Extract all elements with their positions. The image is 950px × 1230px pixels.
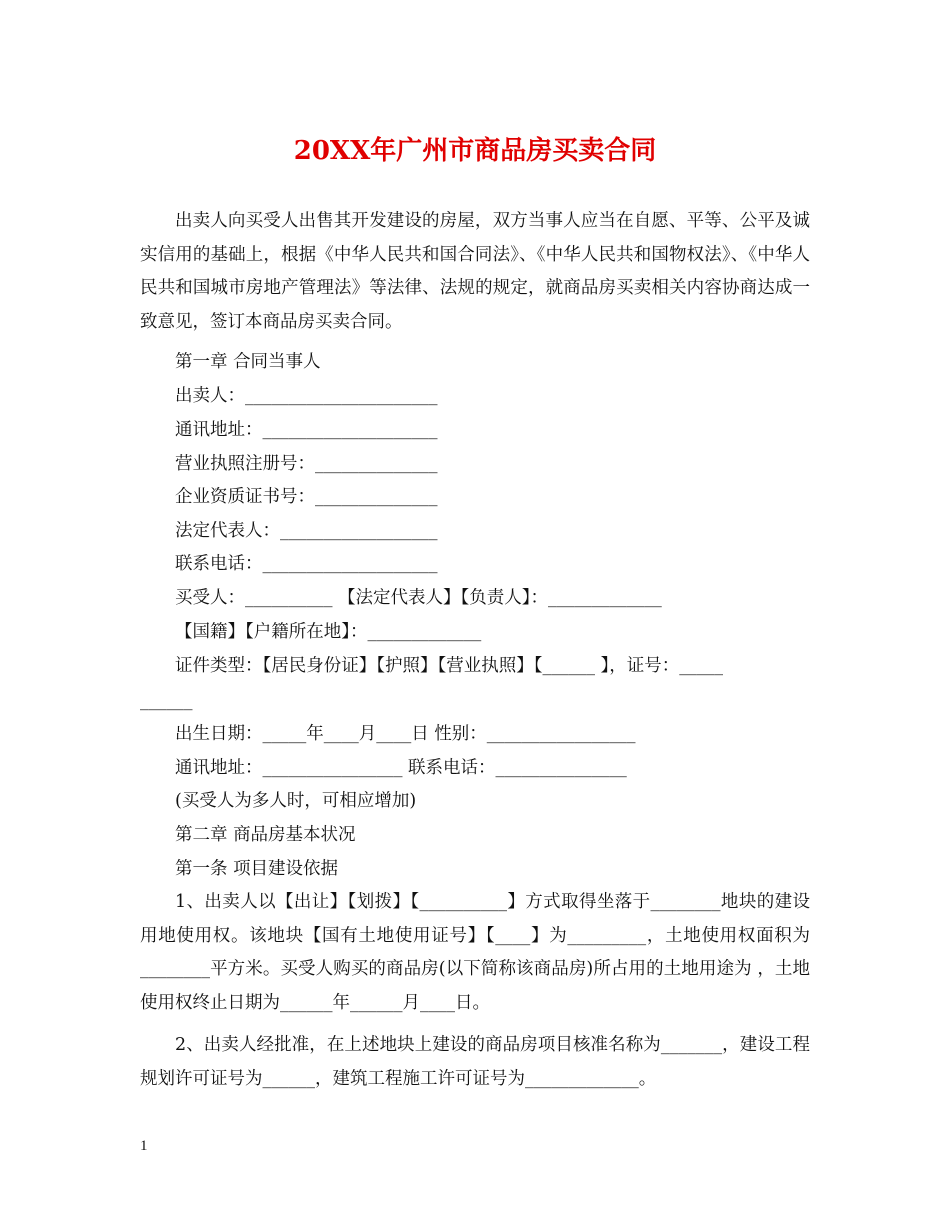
seller-address-field: 通讯地址：____________________ [175,420,438,440]
buyer-field: 买受人：__________ 【法定代表人】【负责人】：_____________ [175,588,662,608]
buyer-address-phone-field: 通讯地址：________________ 联系电话：_______________ [175,758,627,778]
page-number: 1 [140,1138,148,1154]
business-license-field: 营业执照注册号：______________ [175,454,438,474]
chapter-2-heading: 第二章 商品房基本状况 [175,825,356,845]
document-title: 20XX年广州市商品房买卖合同 [293,136,657,166]
id-type-continuation: ______ [140,691,193,711]
article-1-heading: 第一条 项目建设依据 [175,859,339,879]
clause-2-paragraph: 2、出卖人经批准，在上述地块上建设的商品房项目核准名称为_______，建设工程规划许可证号为______，建筑工程施工许可证号为_____________。 [140,1035,810,1089]
clause-1-paragraph: 1、出卖人以【出让】【划拨】【__________】方式取得坐落于________地块的建设用地使用权。该地块【国有土地使用证号】【____】为_________，土地使用权面积为________平方米。买受人购买的商品房(以下简称该商品房)所占用的土地用途为 ，土地使用权终止日期为______年______月____日。 [140,892,810,1013]
multiple-buyers-note: (买受人为多人时，可相应增加) [175,791,417,811]
seller-phone-field: 联系电话：____________________ [175,554,438,574]
legal-rep-field: 法定代表人：__________________ [175,521,438,541]
qualification-cert-field: 企业资质证书号：______________ [175,487,438,507]
nationality-field: 【国籍】【户籍所在地】：_____________ [175,622,482,642]
birth-gender-field: 出生日期：_____年____月____日 性别：_________________ [175,724,636,744]
seller-field: 出卖人：______________________ [175,386,438,406]
id-type-field: 证件类型：【居民身份证】【护照】【营业执照】【______ 】，证号：_____ [175,656,724,676]
intro-paragraph: 出卖人向买受人出售其开发建设的房屋，双方当事人应当在自愿、平等、公平及诚实信用的基础上，根据《中华人民共和国合同法》、《中华人民共和国物权法》、《中华人民共和国城市房地产管理法》等法律、法规的规定，就商品房买卖相关内容协商达成一致意见，签订本商品房买卖合同。 [140,211,810,332]
chapter-1-heading: 第一章 合同当事人 [175,352,321,372]
